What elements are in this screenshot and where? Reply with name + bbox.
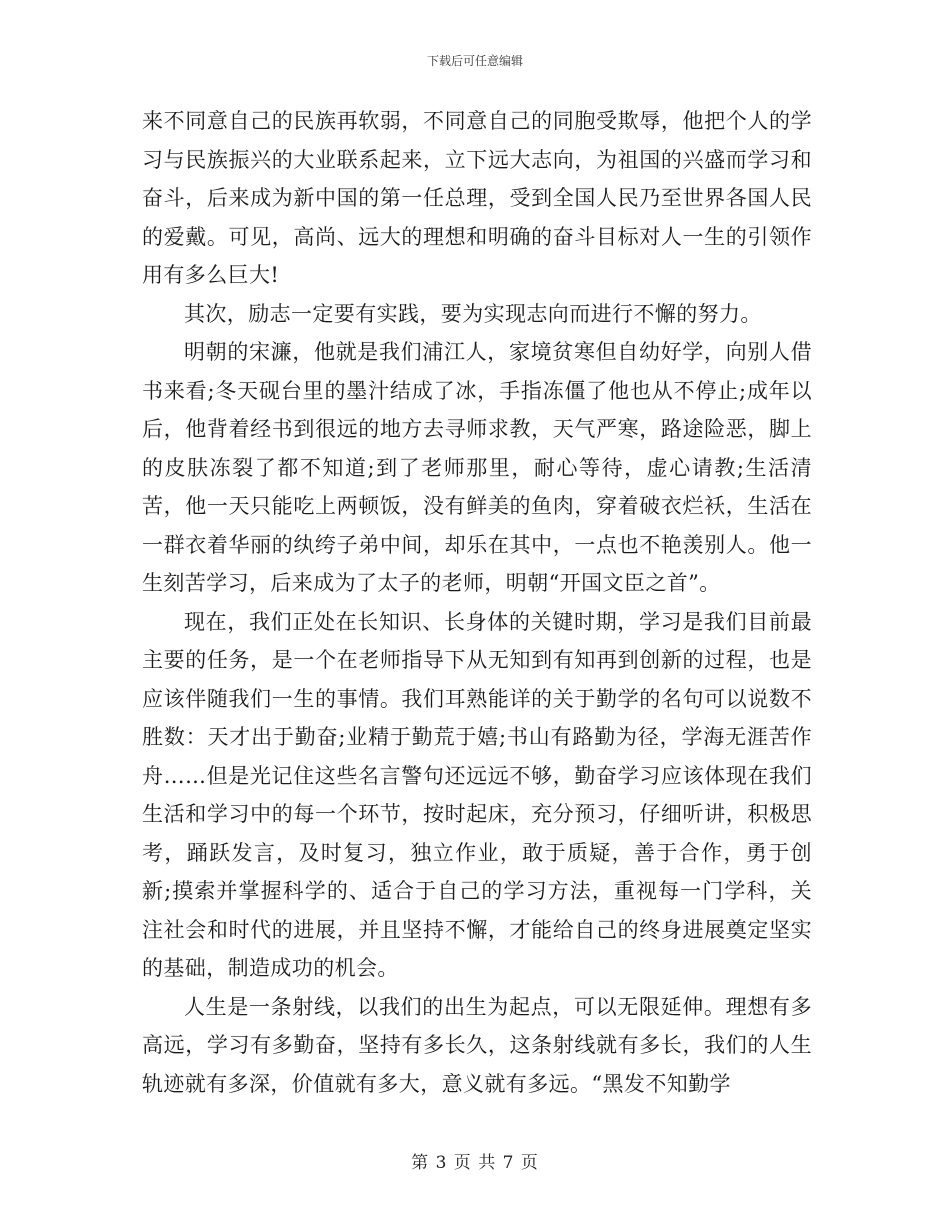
paragraph-4: 现在，我们正处在长知识、长身体的关键时期，学习是我们目前最主要的任务，是一个在老师指导下从无知到有知再到创新的过程，也是应该伴随我们一生的事情。我们耳熟能详的关于勤学的名句可以说数不胜数：天才出于勤奋;业精于勤荒于嬉;书山有路勤为径，学海无涯苦作舟……但是光记住这些名言警句还远远不够，勤奋学习应该体现在我们生活和学习中的每一个环节，按时起床，充分预习，仔细听讲，积极思考，踊跃发言，及时复习，独立作业，敢于质疑，善于合作，勇于创新;摸索并掌握科学的、适合于自己的学习方法，重视每一门学科，关注社会和时代的进展，并且坚持不懈，才能给自己的终身进展奠定坚实的基础，制造成功的机会。: [142, 609, 812, 980]
page-number: 第 3 页 共 7 页: [411, 1153, 539, 1173]
paragraph-2: 其次，励志一定要有实践，要为实现志向而进行不懈的努力。: [184, 301, 762, 326]
paragraph-1: 来不同意自己的民族再软弱，不同意自己的同胞受欺辱，他把个人的学习与民族振兴的大业联系起来，立下远大志向，为祖国的兴盛而学习和奋斗，后来成为新中国的第一任总理，受到全国人民乃至世界各国人民的爱戴。可见，高尚、远大的理想和明确的奋斗目标对人一生的引领作用有多么巨大!: [142, 109, 812, 287]
page-header-note: 下载后可任意编辑: [426, 54, 523, 68]
paragraph-5: 人生是一条射线，以我们的出生为起点，可以无限延伸。理想有多高远，学习有多勤奋，坚持有多长久，这条射线就有多长，我们的人生轨迹就有多深，价值就有多大，意义就有多远。“黑发不知勤学: [142, 994, 812, 1096]
paragraph-3: 明朝的宋濂，他就是我们浦江人，家境贫寒但自幼好学，向别人借书来看;冬天砚台里的墨汁结成了冰，手指冻僵了他也从不停止;成年以后，他背着经书到很远的地方去寻师求教，天气严寒，路途险恶，脚上的皮肤冻裂了都不知道;到了老师那里，耐心等待，虚心请教;生活清苦，他一天只能吃上两顿饭，没有鲜美的鱼肉，穿着破衣烂袄，生活在一群衣着华丽的纨绔子弟中间，却乐在其中，一点也不艳羡别人。他一生刻苦学习，后来成为了太子的老师，明朝“开国文臣之首”。: [142, 340, 812, 595]
document-body: [142, 102, 812, 1103]
